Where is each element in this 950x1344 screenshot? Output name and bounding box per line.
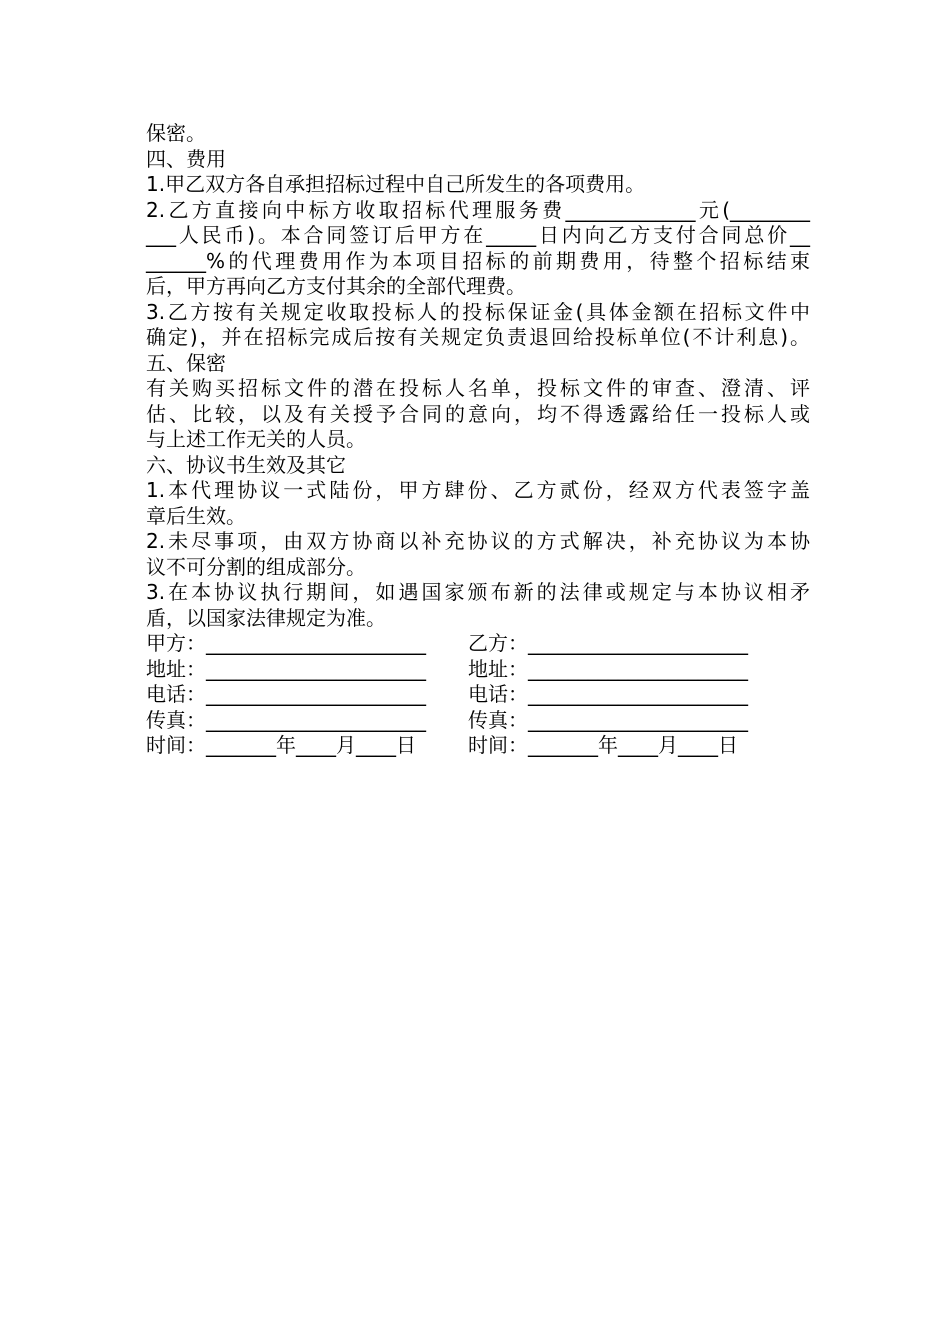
signature-row-fax <box>146 708 810 734</box>
text-line: 2.未尽事项，由双方协商以补充协议的方式解决，补充协议为本协 <box>146 529 810 553</box>
signature-row-party <box>146 631 810 657</box>
party-a-field: 甲方：______________________ <box>146 631 426 655</box>
text-line: 议不可分割的组成部分。 <box>146 554 366 579</box>
text-line: 估、比较，以及有关授予合同的意向，均不得透露给任一投标人或 <box>146 401 810 426</box>
text-line: 3.在本协议执行期间，如遇国家颁布新的法律或规定与本协议相矛 <box>146 580 810 604</box>
text-line: 与上述工作无关的人员。 <box>146 427 366 451</box>
text-line: 1.甲乙双方各自承担招标过程中自己所发生的各项费用。 <box>146 172 646 196</box>
text-line: 2.乙方直接向中标方收取招标代理服务费_____________元(________ <box>146 197 810 222</box>
party-b-fax-field: 传真：______________________ <box>468 707 748 732</box>
signature-row-phone <box>146 682 810 708</box>
party-a-fax-field: 传真：______________________ <box>146 707 426 732</box>
party-a-address-field: 地址：______________________ <box>146 656 426 681</box>
text-line: 保密。 <box>146 121 206 145</box>
section-heading-fees: 四、费用 <box>146 146 226 171</box>
text-line: 3.乙方按有关规定收取投标人的投标保证金(具体金额在招标文件中 <box>146 299 810 324</box>
party-a-date-field: 时间：_______年____月____日 <box>146 733 416 757</box>
signature-row-address <box>146 657 810 683</box>
party-b-field: 乙方：______________________ <box>468 631 748 655</box>
text-line: ______%的代理费用作为本项目招标的前期费用，待整个招标结束 <box>146 248 810 273</box>
text-line: 有关购买招标文件的潜在投标人名单，投标文件的审查、澄清、评 <box>146 376 810 400</box>
party-b-phone-field: 电话：______________________ <box>468 682 748 706</box>
text-line: ___人民币)。本合同签订后甲方在_____日内向乙方支付合同总价__ <box>146 223 810 247</box>
text-line: 确定)，并在招标完成后按有关规定负责退回给投标单位(不计利息)。 <box>146 325 810 349</box>
text-line: 章后生效。 <box>146 503 246 528</box>
signature-block <box>146 631 810 759</box>
party-b-address-field: 地址：______________________ <box>468 656 748 681</box>
document-page <box>146 121 810 759</box>
text-line: 1.本代理协议一式陆份，甲方肆份、乙方贰份，经双方代表签字盖 <box>146 478 810 502</box>
text-line: 后，甲方再向乙方支付其余的全部代理费。 <box>146 274 526 298</box>
text-line: 盾，以国家法律规定为准。 <box>146 605 386 630</box>
party-b-date-field: 时间：_______年____月____日 <box>468 733 738 757</box>
section-heading-effectiveness: 六、协议书生效及其它 <box>146 452 346 477</box>
party-a-phone-field: 电话：______________________ <box>146 682 426 706</box>
section-heading-confidentiality: 五、保密 <box>146 350 226 375</box>
signature-row-date <box>146 733 810 759</box>
